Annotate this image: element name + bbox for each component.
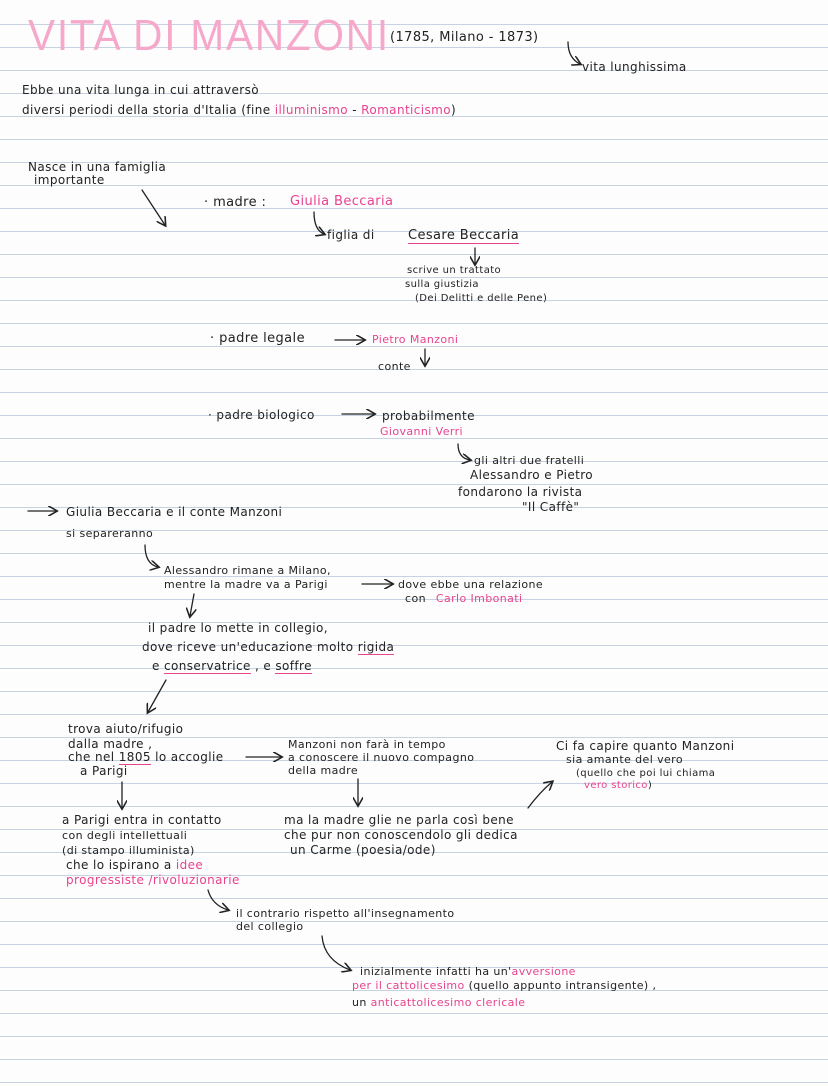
intro-line-1: Ebbe una vita lunga in cui attraversò bbox=[22, 83, 259, 97]
relation-line-1: dove ebbe una relazione bbox=[398, 578, 544, 591]
paris-line-5: progressiste /rivoluzionarie bbox=[66, 873, 240, 887]
intro-close: ) bbox=[451, 103, 457, 117]
college-line-1: il padre lo mette in collegio, bbox=[148, 621, 328, 635]
refuge-line-2: dalla madre , bbox=[68, 737, 153, 751]
brothers-line-1: gli altri due fratelli bbox=[474, 454, 585, 467]
life-note: vita lunghissima bbox=[582, 60, 687, 74]
arrow-milan-to-college bbox=[190, 594, 194, 616]
partner-line-2: a conoscere il nuovo compagno bbox=[288, 751, 475, 764]
truth-line-2: sia amante del vero bbox=[566, 753, 683, 766]
catholicism-note: (quello appunto intransigente) , bbox=[468, 979, 657, 992]
mother-talks-3: un Carme (poesia/ode) bbox=[290, 843, 436, 857]
vero-storico: vero storico bbox=[584, 780, 648, 791]
carlo-imbonati: Carlo Imbonati bbox=[435, 592, 523, 605]
relation-con: con bbox=[405, 592, 426, 605]
family-line-2: importante bbox=[34, 173, 105, 187]
intro-text: diversi periodi della storia d'Italia (fine bbox=[22, 103, 271, 117]
truth-line-3: (quello che poi lui chiama bbox=[576, 768, 716, 779]
treatise-line-1: scrive un trattato bbox=[407, 265, 502, 276]
arrow-mother-to-truth bbox=[528, 782, 552, 808]
pietro-manzoni: Pietro Manzoni bbox=[372, 333, 459, 346]
refuge-accoglie: lo accoglie bbox=[155, 750, 224, 764]
refuge-line-4: a Parigi bbox=[80, 764, 128, 778]
catholicism-un: un bbox=[352, 996, 367, 1009]
college-comma-e: , e bbox=[254, 659, 272, 673]
refuge-che-nel: che nel bbox=[68, 750, 115, 764]
college-text: dove riceve un'educazione molto bbox=[142, 640, 354, 654]
truth-line-1: Ci fa capire quanto Manzoni bbox=[556, 739, 735, 753]
separation-line-1: Giulia Beccaria e il conte Manzoni bbox=[66, 505, 283, 519]
anticattolicesimo-term: anticattolicesimo clericale bbox=[370, 996, 526, 1009]
year-1805: 1805 bbox=[118, 750, 151, 764]
romanticismo-term: Romanticismo bbox=[361, 103, 451, 117]
partner-line-3: della madre bbox=[288, 764, 358, 777]
milan-line-2: mentre la madre va a Parigi bbox=[164, 578, 328, 591]
brothers-line-2: Alessandro e Pietro bbox=[470, 468, 594, 482]
college-e: e bbox=[152, 659, 160, 673]
idee-term: idee bbox=[175, 858, 204, 872]
paris-line-3: (di stampo illuminista) bbox=[62, 844, 195, 857]
mother-name: Giulia Beccaria bbox=[290, 194, 394, 209]
giovanni-verri: Giovanni Verri bbox=[380, 425, 464, 438]
probably-label: probabilmente bbox=[382, 409, 475, 423]
catholicism-intro: inizialmente infatti ha un' bbox=[360, 965, 512, 978]
paris-line-1: a Parigi entra in contatto bbox=[62, 813, 222, 827]
arrow-verri-to-brothers bbox=[458, 444, 470, 460]
refuge-line-1: trova aiuto/rifugio bbox=[68, 722, 184, 736]
brothers-line-3: fondarono la rivista bbox=[458, 485, 583, 499]
treatise-title: (Dei Delitti e delle Pene) bbox=[415, 293, 548, 304]
arrow-contrary-to-catholicism bbox=[322, 936, 350, 970]
subtitle-dates: (1785, Milano - 1873) bbox=[390, 30, 539, 45]
paris-line-2: con degli intellettuali bbox=[62, 829, 188, 842]
mother-talks-1: ma la madre glie ne parla così bene bbox=[284, 813, 514, 827]
arrow-dates-to-life bbox=[568, 42, 580, 64]
illuminismo-term: illuminismo bbox=[274, 103, 348, 117]
cesare-beccaria: Cesare Beccaria bbox=[408, 228, 520, 243]
intro-dash: - bbox=[352, 103, 357, 117]
paris-ispirano: che lo ispirano a bbox=[66, 858, 172, 872]
legal-father-label: · padre legale bbox=[210, 331, 305, 346]
il-caffe: "Il Caffè" bbox=[522, 500, 580, 514]
milan-line-1: Alessandro rimane a Milano, bbox=[164, 564, 331, 577]
arrow-paris-to-contrary bbox=[208, 890, 228, 910]
partner-line-1: Manzoni non farà in tempo bbox=[288, 738, 446, 751]
avversione-term: avversione bbox=[511, 965, 576, 978]
truth-close: ) bbox=[647, 780, 653, 791]
contrary-line-1: il contrario rispetto all'insegnamento bbox=[236, 907, 455, 920]
conte-label: conte bbox=[378, 360, 411, 373]
separation-line-2: si separeranno bbox=[66, 527, 154, 540]
family-line-1: Nasce in una famiglia bbox=[28, 160, 167, 174]
contrary-line-2: del collegio bbox=[236, 920, 304, 933]
treatise-line-2: sulla giustizia bbox=[405, 279, 479, 290]
mother-talks-2: che pur non conoscendolo gli dedica bbox=[284, 828, 518, 842]
arrow-family-to-mother bbox=[142, 190, 165, 225]
conservatrice-term: conservatrice bbox=[164, 659, 251, 673]
page-title: VITA DI MANZONI bbox=[28, 11, 390, 60]
rigida-term: rigida bbox=[357, 640, 395, 654]
mother-label: · madre : bbox=[204, 195, 267, 210]
bio-father-label: · padre biologico bbox=[208, 408, 315, 422]
soffre-term: soffre bbox=[275, 659, 312, 673]
cattolicesimo-term: per il cattolicesimo bbox=[352, 979, 465, 992]
arrow-mother-to-daughter bbox=[314, 212, 324, 234]
arrow-separation-to-milan bbox=[145, 545, 158, 567]
arrow-college-to-refuge bbox=[148, 680, 166, 712]
daughter-of: figlia di bbox=[327, 228, 375, 242]
